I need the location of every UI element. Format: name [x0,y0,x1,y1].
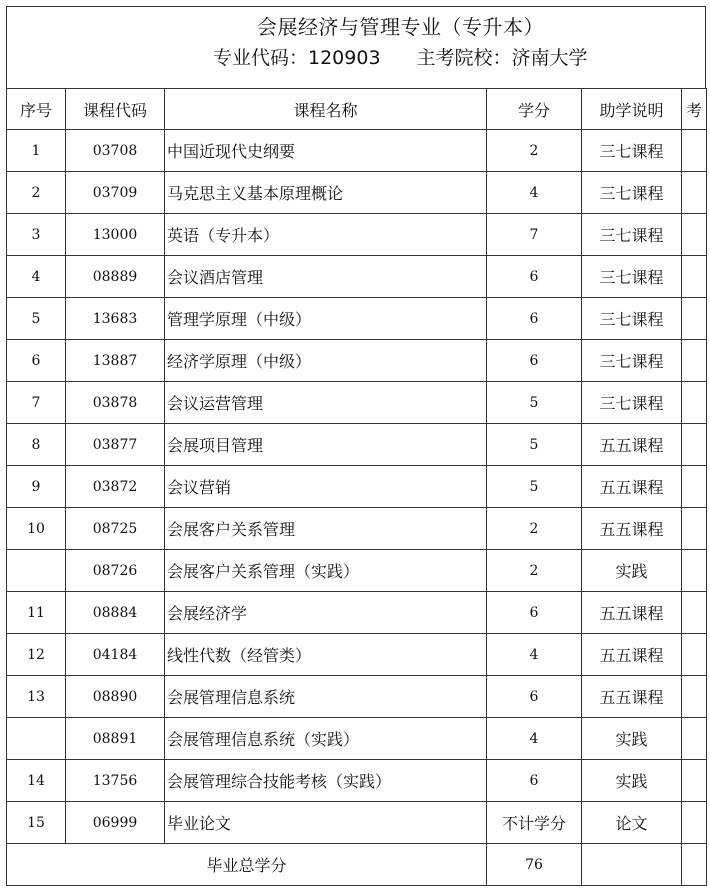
header-name: 课程名称 [165,89,487,130]
row-code: 13756 [66,760,165,802]
row-no: 8 [7,424,66,466]
major-title: 会展经济与管理专业（专升本） [257,15,544,39]
row-note: 五五课程 [582,466,682,508]
header-no: 序号 [7,89,66,130]
row-extra [682,466,707,508]
row-name: 马克思主义基本原理概论 [165,172,487,214]
row-no: 2 [7,172,66,214]
row-credit: 4 [487,634,582,676]
row-extra [682,802,707,844]
row-note: 三七课程 [582,340,682,382]
row-extra [682,550,707,592]
row-name: 会展管理综合技能考核（实践） [165,760,487,802]
row-no: 6 [7,340,66,382]
table-row [7,802,707,844]
row-code: 08890 [66,676,165,718]
row-extra [682,298,707,340]
row-note: 三七课程 [582,130,682,172]
row-name: 会展经济学 [165,592,487,634]
row-code: 06999 [66,802,165,844]
row-note: 五五课程 [582,634,682,676]
row-code: 03877 [66,424,165,466]
row-extra [682,214,707,256]
row-name: 英语（专升本） [165,214,487,256]
total-extra [682,844,707,886]
table-row [7,508,707,550]
row-no: 4 [7,256,66,298]
row-code: 03872 [66,466,165,508]
row-credit: 7 [487,214,582,256]
row-no: 15 [7,802,66,844]
course-table [6,88,707,886]
row-extra [682,676,707,718]
row-code: 08884 [66,592,165,634]
exam-school: 主考院校：济南大学 [416,47,588,69]
table-row [7,466,707,508]
row-code: 03708 [66,130,165,172]
major-info [213,43,624,70]
row-note: 实践 [582,550,682,592]
total-row [7,844,707,886]
row-extra [682,340,707,382]
row-name: 会展管理信息系统（实践） [165,718,487,760]
table-row [7,634,707,676]
total-label: 毕业总学分 [7,844,487,886]
row-extra [682,424,707,466]
row-no: 1 [7,130,66,172]
table-row [7,676,707,718]
row-note: 五五课程 [582,592,682,634]
row-note: 五五课程 [582,508,682,550]
row-code: 03709 [66,172,165,214]
table-row [7,340,707,382]
table-row [7,760,707,802]
row-code: 13683 [66,298,165,340]
row-no [7,718,66,760]
header-exam: 考 [682,89,707,130]
row-code: 08891 [66,718,165,760]
total-note [582,844,682,886]
row-name: 会展管理信息系统 [165,676,487,718]
row-no: 3 [7,214,66,256]
row-credit: 6 [487,256,582,298]
row-no [7,550,66,592]
row-credit: 4 [487,718,582,760]
row-extra [682,256,707,298]
table-row [7,424,707,466]
table-row [7,256,707,298]
row-name: 会议营销 [165,466,487,508]
major-code: 专业代码：120903 [213,47,381,69]
row-extra [682,592,707,634]
row-note: 实践 [582,760,682,802]
row-no: 9 [7,466,66,508]
row-credit: 5 [487,382,582,424]
row-name: 经济学原理（中级） [165,340,487,382]
row-name: 线性代数（经管类） [165,634,487,676]
header-credit: 学分 [487,89,582,130]
table-row [7,214,707,256]
row-name: 会展客户关系管理（实践） [165,550,487,592]
table-row [7,592,707,634]
row-credit: 2 [487,550,582,592]
table-row [7,172,707,214]
row-no: 14 [7,760,66,802]
row-credit: 5 [487,466,582,508]
row-code: 08725 [66,508,165,550]
row-note: 五五课程 [582,676,682,718]
table-row [7,130,707,172]
row-credit: 6 [487,298,582,340]
row-credit: 6 [487,676,582,718]
table-row [7,298,707,340]
row-credit: 6 [487,340,582,382]
row-name: 毕业论文 [165,802,487,844]
row-note: 三七课程 [582,172,682,214]
row-extra [682,172,707,214]
row-code: 13887 [66,340,165,382]
title-block [6,6,706,88]
row-no: 12 [7,634,66,676]
row-note: 三七课程 [582,256,682,298]
row-note: 三七课程 [582,214,682,256]
row-code: 04184 [66,634,165,676]
row-credit: 6 [487,592,582,634]
table-row [7,382,707,424]
row-credit: 2 [487,130,582,172]
row-note: 三七课程 [582,382,682,424]
row-extra [682,634,707,676]
row-extra [682,382,707,424]
header-note: 助学说明 [582,89,682,130]
row-no: 11 [7,592,66,634]
row-note: 三七课程 [582,298,682,340]
row-extra [682,130,707,172]
row-note: 五五课程 [582,424,682,466]
table-row [7,550,707,592]
row-extra [682,718,707,760]
row-code: 08726 [66,550,165,592]
row-note: 论文 [582,802,682,844]
row-credit: 2 [487,508,582,550]
row-extra [682,508,707,550]
row-no: 13 [7,676,66,718]
header-code: 课程代码 [66,89,165,130]
row-code: 08889 [66,256,165,298]
row-name: 会展客户关系管理 [165,508,487,550]
row-name: 管理学原理（中级） [165,298,487,340]
row-credit: 不计学分 [487,802,582,844]
table-row [7,718,707,760]
table-header [7,89,707,130]
row-no: 7 [7,382,66,424]
row-code: 13000 [66,214,165,256]
row-no: 5 [7,298,66,340]
row-credit: 5 [487,424,582,466]
row-no: 10 [7,508,66,550]
row-credit: 4 [487,172,582,214]
row-extra [682,760,707,802]
row-credit: 6 [487,760,582,802]
row-note: 实践 [582,718,682,760]
row-code: 03878 [66,382,165,424]
row-name: 中国近现代史纲要 [165,130,487,172]
row-name: 会议运营管理 [165,382,487,424]
row-name: 会展项目管理 [165,424,487,466]
total-credit: 76 [487,844,582,886]
row-name: 会议酒店管理 [165,256,487,298]
